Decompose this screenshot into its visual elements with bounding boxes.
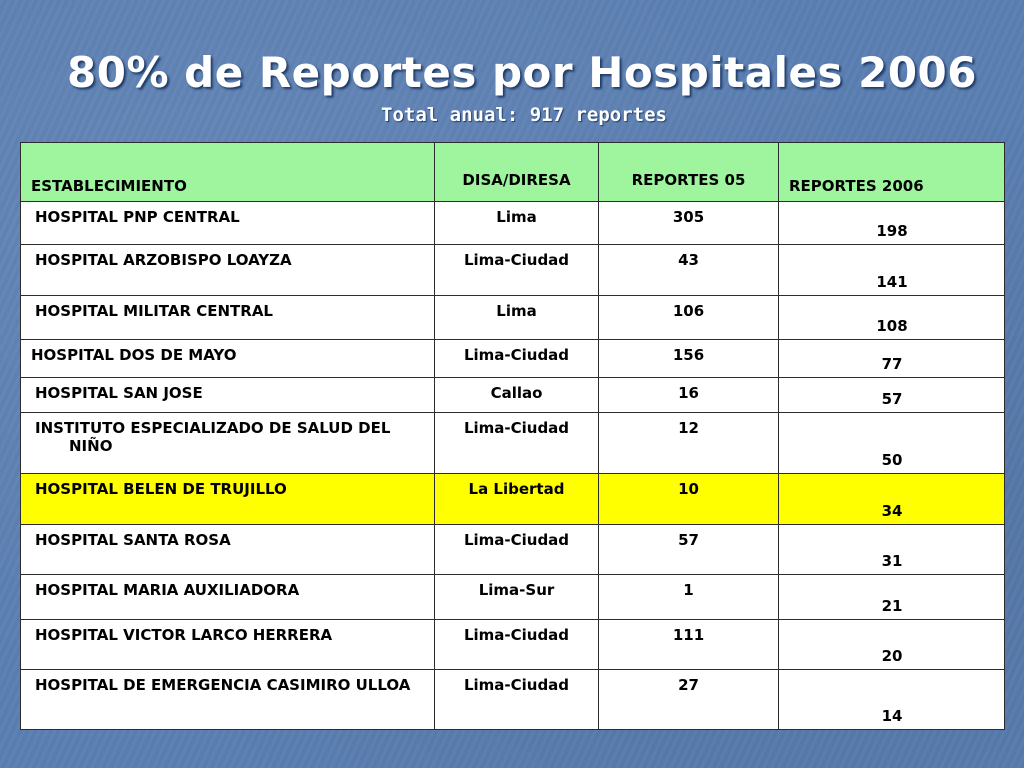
table-row xyxy=(21,525,1005,575)
cell-disa: Lima-Sur xyxy=(435,575,599,620)
cell-establecimiento: HOSPITAL MARIA AUXILIADORA xyxy=(21,575,435,620)
cell-disa: Lima-Ciudad xyxy=(435,525,599,575)
header-establecimiento: ESTABLECIMIENTO xyxy=(21,143,435,202)
cell-disa: Lima xyxy=(435,202,599,245)
cell-establecimiento: HOSPITAL VICTOR LARCO HERRERA xyxy=(21,620,435,670)
cell-establecimiento: HOSPITAL DOS DE MAYO xyxy=(21,340,435,378)
header-disa-diresa: DISA/DIRESA xyxy=(435,143,599,202)
cell-establecimiento: HOSPITAL DE EMERGENCIA CASIMIRO ULLOA xyxy=(21,670,435,730)
table-row xyxy=(21,575,1005,620)
cell-reportes-2006: 57 xyxy=(779,378,1005,413)
table-row-highlighted xyxy=(21,474,1005,525)
hospital-reports-table xyxy=(20,142,1005,730)
cell-disa: Lima-Ciudad xyxy=(435,620,599,670)
cell-establecimiento: HOSPITAL ARZOBISPO LOAYZA xyxy=(21,245,435,296)
cell-establecimiento: HOSPITAL MILITAR CENTRAL xyxy=(21,296,435,340)
cell-disa: Lima xyxy=(435,296,599,340)
cell-disa: Lima-Ciudad xyxy=(435,670,599,730)
cell-establecimiento: HOSPITAL SAN JOSE xyxy=(21,378,435,413)
cell-reportes-2006: 77 xyxy=(779,340,1005,378)
cell-establecimiento: HOSPITAL PNP CENTRAL xyxy=(21,202,435,245)
cell-disa: Lima-Ciudad xyxy=(435,245,599,296)
cell-reportes-05: 1 xyxy=(599,575,779,620)
cell-establecimiento: HOSPITAL SANTA ROSA xyxy=(21,525,435,575)
cell-disa: Callao xyxy=(435,378,599,413)
header-reportes-05: REPORTES 05 xyxy=(599,143,779,202)
table-row xyxy=(21,413,1005,474)
table-row xyxy=(21,202,1005,245)
cell-reportes-05: 57 xyxy=(599,525,779,575)
cell-reportes-05: 27 xyxy=(599,670,779,730)
header-reportes-2006: REPORTES 2006 xyxy=(779,143,1005,202)
cell-disa: Lima-Ciudad xyxy=(435,340,599,378)
cell-disa: Lima-Ciudad xyxy=(435,413,599,474)
table-header-row xyxy=(21,143,1005,202)
table-row xyxy=(21,340,1005,378)
cell-reportes-05: 12 xyxy=(599,413,779,474)
cell-reportes-05: 43 xyxy=(599,245,779,296)
cell-reportes-05: 156 xyxy=(599,340,779,378)
cell-reportes-05: 16 xyxy=(599,378,779,413)
table-row xyxy=(21,620,1005,670)
table-row xyxy=(21,670,1005,730)
cell-reportes-2006: 50 xyxy=(779,413,1005,474)
table-row xyxy=(21,378,1005,413)
cell-reportes-2006: 141 xyxy=(779,245,1005,296)
table-row xyxy=(21,245,1005,296)
slide-subtitle: Total anual: 917 reportes xyxy=(381,104,667,126)
cell-disa: La Libertad xyxy=(435,474,599,525)
cell-reportes-2006: 20 xyxy=(779,620,1005,670)
cell-reportes-05: 106 xyxy=(599,296,779,340)
cell-establecimiento: INSTITUTO ESPECIALIZADO DE SALUD DEL NIÑO xyxy=(21,413,435,474)
cell-reportes-2006: 198 xyxy=(779,202,1005,245)
cell-reportes-05: 111 xyxy=(599,620,779,670)
cell-reportes-2006: 21 xyxy=(779,575,1005,620)
cell-reportes-2006: 34 xyxy=(779,474,1005,525)
cell-reportes-2006: 14 xyxy=(779,670,1005,730)
cell-reportes-2006: 31 xyxy=(779,525,1005,575)
cell-reportes-05: 10 xyxy=(599,474,779,525)
cell-reportes-2006: 108 xyxy=(779,296,1005,340)
cell-establecimiento: HOSPITAL BELEN DE TRUJILLO xyxy=(21,474,435,525)
slide-title: 80% de Reportes por Hospitales 2006 xyxy=(67,48,977,97)
table-row xyxy=(21,296,1005,340)
cell-reportes-05: 305 xyxy=(599,202,779,245)
